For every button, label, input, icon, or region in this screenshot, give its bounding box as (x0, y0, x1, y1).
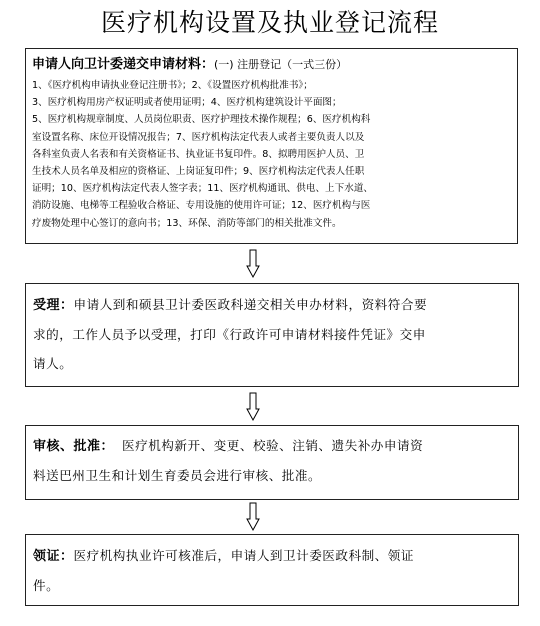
application-item-line: 生技术人员名单及相应的资格证、上岗证复印件；9、医疗机构法定代表人任职 (32, 166, 365, 178)
certificate-line: 件。 (33, 578, 60, 593)
acceptance-line (33, 290, 511, 320)
application-items (32, 77, 511, 232)
application-item-line: 5、医疗机构规章制度、人员岗位职责、医疗护理技术操作规程；6、医疗机构科 (32, 114, 371, 126)
certificate-box (25, 534, 519, 606)
application-item-line: 1、《医疗机构申请执业登记注册书》；2、《设置医疗机构批准书》； (32, 80, 313, 91)
application-item-line: 证明；10、医疗机构法定代表人签字表；11、医疗机构通讯、供电、上下水道、 (32, 183, 374, 195)
application-subtitle: (一) 注册登记（一式三份） (214, 58, 348, 71)
down-arrow-icon (246, 502, 260, 532)
down-arrow-icon (246, 249, 260, 279)
review-text: 医疗机构新开、变更、校验、注销、遗失补办申请资 (122, 438, 424, 453)
review-line (33, 431, 511, 461)
review-approval-box (25, 425, 519, 500)
application-header (32, 54, 511, 76)
certificate-label: 领证： (33, 549, 74, 564)
application-materials-box (25, 48, 518, 244)
acceptance-line: 求的，工作人员予以受理，打印《行政许可申请材料接件凭证》交申 (33, 327, 426, 342)
acceptance-text: 申请人到和硕县卫计委医政科递交相关申办材料，资料符合要 (73, 297, 428, 312)
acceptance-label: 受理： (33, 298, 74, 313)
page-title: 医疗机构设置及执业登记流程 (100, 8, 439, 37)
application-item-line: 消防设施、电梯等工程验收合格证、专用设施的使用许可证；12、医疗机构与医 (32, 200, 371, 212)
application-item-line: 3、医疗机构用房产权证明或者使用证明；4、医疗机构建筑设计平面图； (32, 97, 342, 109)
application-label: 申请人向卫计委递交申请材料： (32, 57, 215, 72)
application-item-line: 疗废物处理中心签订的意向书；13、环保、消防等部门的相关批准文件。 (32, 217, 342, 229)
review-label: 审核、批准： (33, 439, 115, 454)
down-arrow-icon (246, 392, 260, 422)
application-item-line: 室设置名称、床位开设情况报告；7、医疗机构法定代表人或者主要负责人以及 (32, 131, 365, 143)
review-line: 料送巴州卫生和计划生育委员会进行审核、批准。 (33, 468, 322, 483)
certificate-line (33, 541, 511, 571)
certificate-text: 医疗机构执业许可核准后，申请人到卫计委医政科制、领证 (73, 548, 414, 563)
acceptance-line: 请人。 (33, 356, 73, 371)
acceptance-box (25, 283, 519, 387)
application-item-line: 各科室负责人名表和有关资格证书、执业证书复印件。8、拟聘用医护人员、卫 (32, 148, 365, 160)
